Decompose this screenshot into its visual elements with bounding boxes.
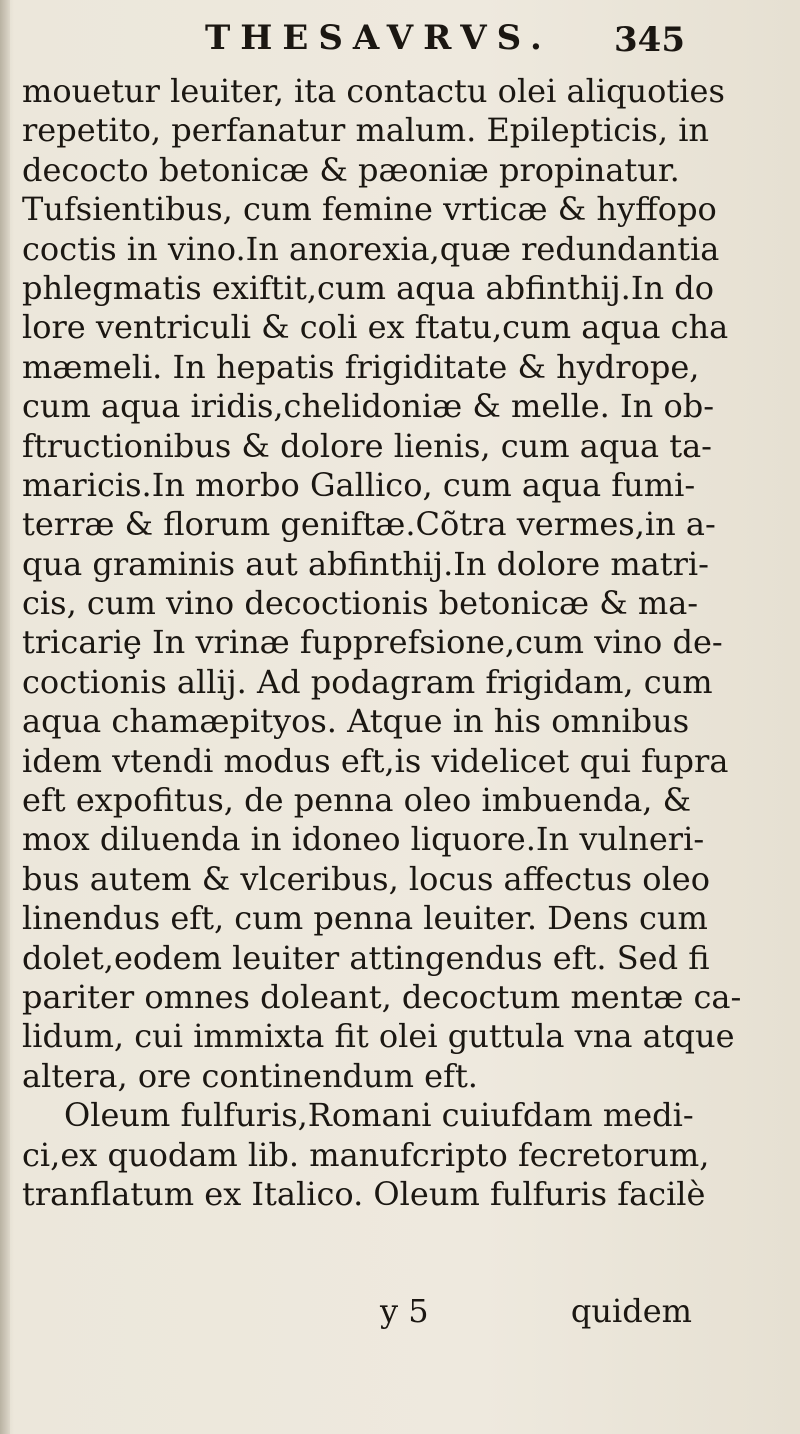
text-line: Tufsientibus, cum femine vrticæ & hyffopo	[22, 190, 717, 229]
text-line: qua graminis aut abfinthij.In dolore matri-	[22, 544, 709, 583]
text-line: maricis.In morbo Gallico, cum aqua fumi-	[22, 465, 696, 504]
text-line: bus autem & vlceribus, locus affectus oleo	[22, 859, 710, 898]
text-line: decocto betonicæ & pæoniæ propinatur.	[22, 150, 680, 189]
text-line: tricariȩ In vrinæ fupprefsione,cum vino de-	[22, 623, 723, 662]
page-spine-shadow	[0, 0, 10, 1434]
text-line: terræ & florum geniftæ.Cõtra vermes,in a-	[22, 505, 716, 544]
text-line: tranflatum ex Italico. Oleum fulfuris facilè	[22, 1174, 706, 1213]
text-line: mæmeli. In hepatis frigiditate & hydrope,	[22, 347, 700, 386]
text-line: ftructionibus & dolore lienis, cum aqua ta-	[22, 426, 712, 465]
text-line: cis, cum vino decoctionis betonicæ & ma-	[22, 584, 699, 623]
text-line: dolet,eodem leuiter attingendus eft. Sed fi	[22, 938, 710, 977]
text-line: phlegmatis exiftit,cum aqua abfinthij.In do	[22, 268, 714, 307]
running-title: THESAVRVS.	[205, 18, 552, 58]
text-line: linendus eft, cum penna leuiter. Dens cum	[22, 899, 708, 938]
text-line: aqua chamæpityos. Atque in his omnibus	[22, 702, 690, 741]
text-line: idem vtendi modus eft,is videlicet qui fupra	[22, 741, 729, 780]
text-line: lore ventriculi & coli ex ftatu,cum aqua cha	[22, 308, 729, 347]
body-text	[22, 72, 762, 1214]
text-line: coctionis allij. Ad podagram frigidam, cum	[22, 662, 713, 701]
text-line: mox diluenda in idoneo liquore.In vulneri-	[22, 820, 705, 859]
text-line: mouetur leuiter, ita contactu olei aliquoties	[22, 72, 725, 110]
page-number: 345	[614, 20, 685, 60]
text-line: lidum, cui immixta fit olei guttula vna atque	[22, 1017, 735, 1056]
text-line: altera, ore continendum eft.	[22, 1056, 478, 1095]
signature-mark: y 5	[380, 1292, 429, 1330]
page-footer	[380, 1292, 692, 1332]
catchword: quidem	[570, 1292, 692, 1330]
text-line: ci,ex quodam lib. manufcripto fecretorum,	[22, 1135, 710, 1174]
page-header	[205, 18, 685, 58]
paragraph-start-line: Oleum fulfuris,Romani cuiufdam medi-	[64, 1096, 694, 1135]
text-line: repetito, perfanatur malum. Epilepticis, in	[22, 111, 710, 150]
text-line: cum aqua iridis,chelidoniæ & melle. In ob-	[22, 387, 714, 426]
text-line: eft expofitus, de penna oleo imbuenda, &	[22, 781, 692, 820]
text-line: coctis in vino.In anorexia,quæ redundantia	[22, 229, 720, 268]
text-line: pariter omnes doleant, decoctum mentæ ca-	[22, 977, 742, 1016]
